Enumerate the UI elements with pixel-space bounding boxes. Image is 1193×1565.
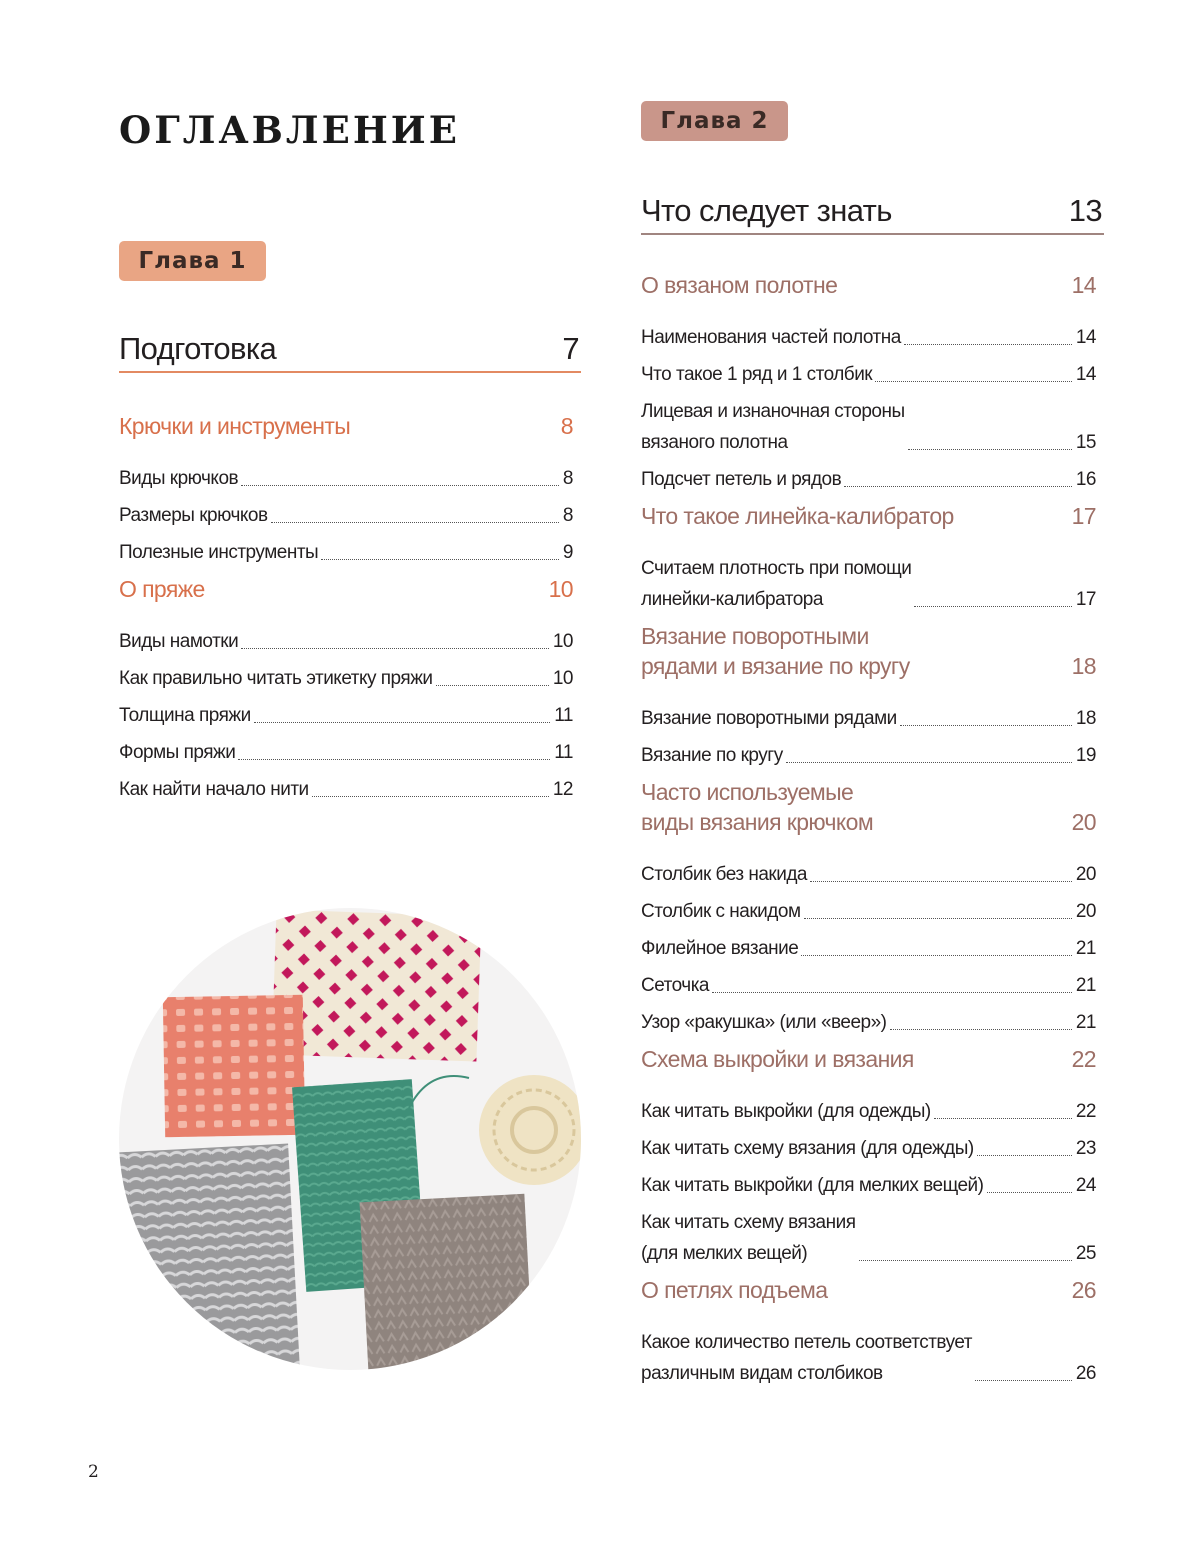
toc-entry[interactable]: [641, 703, 1104, 734]
toc-entry-page: 12: [552, 779, 573, 800]
section-page: 18: [1071, 653, 1096, 679]
section-heading[interactable]: [119, 574, 581, 604]
toc-entry-page: 9: [562, 542, 573, 563]
toc-entry-page: 20: [1075, 901, 1096, 922]
dot-leader: [712, 992, 1072, 993]
section-page: 17: [1071, 503, 1096, 529]
dot-leader: [810, 881, 1072, 882]
section-page: 26: [1071, 1277, 1096, 1303]
toc-entry[interactable]: [641, 396, 1104, 458]
section-title: О петлях подъема: [641, 1277, 828, 1303]
toc-entry[interactable]: [119, 626, 581, 657]
toc-entry-page: 23: [1075, 1138, 1096, 1159]
toc-entry-text: Размеры крючков: [119, 505, 268, 526]
section-title: Часто используемые виды вязания крючком: [641, 779, 874, 835]
toc-entry-text: Подсчет петель и рядов: [641, 469, 842, 490]
toc-entry-page: 22: [1075, 1101, 1096, 1122]
toc-entry-text: Полезные инструменты: [119, 542, 319, 563]
section-title: Вязание поворотными рядами и вязание по кругу: [641, 623, 910, 679]
dot-leader: [844, 486, 1072, 487]
toc-entry-text: Как читать схему вязания (для мелких вещей): [641, 1212, 856, 1264]
section-heading[interactable]: [641, 1275, 1104, 1305]
toc-entry-text: Столбик без накида: [641, 864, 807, 885]
toc-entry-page: 17: [1075, 589, 1096, 610]
toc-entry-page: 21: [1075, 975, 1096, 996]
dot-leader: [900, 725, 1072, 726]
toc-entry[interactable]: [119, 463, 581, 494]
chapter-1-toc: [119, 331, 581, 811]
dot-leader: [238, 759, 550, 760]
toc-entry-page: 10: [552, 668, 573, 689]
dot-leader: [914, 606, 1072, 607]
dot-leader: [975, 1380, 1072, 1381]
toc-entry-text: Лицевая и изнаночная стороны вязаного полотна: [641, 401, 905, 453]
dot-leader: [859, 1260, 1072, 1261]
dot-leader: [241, 648, 549, 649]
toc-entry-page: 19: [1075, 745, 1096, 766]
toc-entry-page: 25: [1075, 1243, 1096, 1264]
toc-entry-text: Как найти начало нити: [119, 779, 309, 800]
dot-leader: [875, 381, 1072, 382]
toc-entry[interactable]: [641, 1007, 1104, 1038]
toc-entry-page: 16: [1075, 469, 1096, 490]
toc-entry-text: Формы пряжи: [119, 742, 236, 763]
toc-entry-page: 8: [562, 505, 573, 526]
toc-entry-page: 18: [1075, 708, 1096, 729]
dot-leader: [271, 522, 559, 523]
toc-entry-page: 20: [1075, 864, 1096, 885]
toc-entry-page: 11: [554, 742, 573, 763]
toc-entry[interactable]: [641, 933, 1104, 964]
section-page: 10: [548, 576, 573, 602]
dot-leader: [254, 722, 551, 723]
toc-entry[interactable]: [641, 1207, 1104, 1269]
toc-entry-text: Виды намотки: [119, 631, 239, 652]
chapter-2-main-title: Что следует знать: [641, 193, 892, 228]
toc-entry[interactable]: [641, 1327, 1104, 1389]
chapter-1-badge: Глава 1: [119, 241, 266, 281]
section-page: 14: [1071, 272, 1096, 298]
toc-entry-page: 14: [1075, 364, 1096, 385]
toc-entry[interactable]: [641, 464, 1104, 495]
toc-entry-text: Наименования частей полотна: [641, 327, 901, 348]
toc-entry[interactable]: [119, 663, 581, 694]
toc-entry-text: Как читать выкройки (для одежды): [641, 1101, 931, 1122]
section-heading[interactable]: [641, 777, 1104, 837]
section-title: Схема выкройки и вязания: [641, 1046, 914, 1072]
dot-leader: [977, 1155, 1072, 1156]
section-title: О пряже: [119, 576, 205, 602]
toc-entry[interactable]: [641, 740, 1104, 771]
dot-leader: [987, 1192, 1072, 1193]
toc-entry-text: Виды крючков: [119, 468, 239, 489]
toc-entry[interactable]: [641, 896, 1104, 927]
toc-entry[interactable]: [119, 737, 581, 768]
section-heading[interactable]: [641, 270, 1104, 300]
toc-entry[interactable]: [641, 359, 1104, 390]
toc-entry-text: Как правильно читать этикетку пряжи: [119, 668, 433, 689]
toc-entry-text: Сеточка: [641, 975, 709, 996]
page-number: 2: [88, 1462, 99, 1482]
toc-entry[interactable]: [119, 700, 581, 731]
dot-leader: [804, 918, 1072, 919]
section-page: 22: [1071, 1046, 1096, 1072]
chapter-2-main-entry[interactable]: [641, 193, 1104, 235]
chapter-1-main-page: 7: [562, 331, 579, 366]
section-title: Крючки и инструменты: [119, 413, 351, 439]
dot-leader: [934, 1118, 1072, 1119]
section-title: О вязаном полотне: [641, 272, 838, 298]
toc-entry-text: Узор «ракушка» (или «веер»): [641, 1012, 887, 1033]
dot-leader: [241, 485, 559, 486]
dot-leader: [908, 449, 1072, 450]
dot-leader: [786, 762, 1072, 763]
chapter-2-toc: [641, 193, 1104, 1395]
toc-entry-text: Столбик с накидом: [641, 901, 801, 922]
section-heading[interactable]: [641, 621, 1104, 681]
toc-entry-page: 26: [1075, 1363, 1096, 1384]
toc-entry-text: Как читать схему вязания (для одежды): [641, 1138, 974, 1159]
toc-entry-text: Филейное вязание: [641, 938, 799, 959]
toc-entry-page: 11: [554, 705, 573, 726]
chapter-1-main-title: Подготовка: [119, 331, 277, 366]
toc-entry[interactable]: [119, 500, 581, 531]
dot-leader: [890, 1029, 1072, 1030]
chapter-2-badge: Глава 2: [641, 101, 788, 141]
chapter-1-main-entry[interactable]: [119, 331, 581, 373]
chapter-2-main-page: 13: [1068, 193, 1102, 228]
toc-entry[interactable]: [641, 970, 1104, 1001]
toc-entry[interactable]: [119, 774, 581, 805]
section-heading[interactable]: [641, 1044, 1104, 1074]
toc-entry-page: 24: [1075, 1175, 1096, 1196]
dot-leader: [904, 344, 1072, 345]
toc-entry-text: Считаем плотность при помощи линейки-калибратора: [641, 558, 912, 610]
dot-leader: [801, 955, 1072, 956]
dot-leader: [321, 559, 559, 560]
toc-entry-text: Вязание поворотными рядами: [641, 708, 897, 729]
dot-leader: [312, 796, 549, 797]
page-title: ОГЛАВЛЕНИЕ: [119, 108, 460, 152]
toc-entry[interactable]: [641, 322, 1104, 353]
toc-entry[interactable]: [641, 1133, 1104, 1164]
toc-entry-text: Как читать выкройки (для мелких вещей): [641, 1175, 984, 1196]
toc-entry-page: 10: [552, 631, 573, 652]
section-page: 20: [1071, 809, 1096, 835]
toc-entry-page: 21: [1075, 938, 1096, 959]
toc-entry-page: 8: [562, 468, 573, 489]
toc-entry-text: Что такое 1 ряд и 1 столбик: [641, 364, 873, 385]
toc-entry-text: Вязание по кругу: [641, 745, 783, 766]
toc-entry-text: Какое количество петель соответствует различным видам столбиков: [641, 1332, 972, 1384]
dot-leader: [436, 685, 549, 686]
toc-entry[interactable]: [641, 859, 1104, 890]
toc-entry-text: Толщина пряжи: [119, 705, 251, 726]
toc-entry[interactable]: [641, 1170, 1104, 1201]
section-heading[interactable]: [119, 411, 581, 441]
crochet-swatches-photo: [119, 908, 581, 1370]
toc-entry[interactable]: [641, 1096, 1104, 1127]
section-heading[interactable]: [641, 501, 1104, 531]
toc-entry[interactable]: [119, 537, 581, 568]
toc-entry-page: 15: [1075, 432, 1096, 453]
section-title: Что такое линейка-калибратор: [641, 503, 954, 529]
toc-entry-page: 21: [1075, 1012, 1096, 1033]
section-page: 8: [560, 413, 573, 439]
toc-entry[interactable]: [641, 553, 1104, 615]
toc-entry-page: 14: [1075, 327, 1096, 348]
